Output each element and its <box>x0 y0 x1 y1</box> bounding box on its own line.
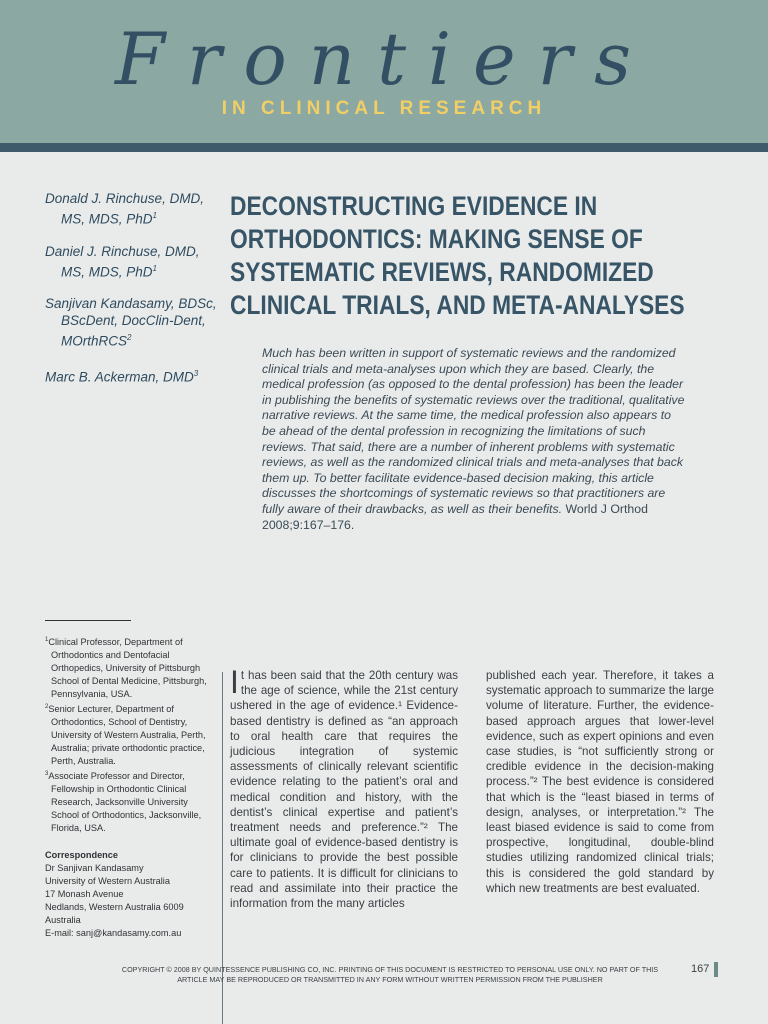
affiliation: $^2$Senior Lecturer, Department of Orthodontics, School of Dentistry, University of Western Australia, Perth, Australia; private orthodontic practice, Perth, Australia. <box>45 704 206 767</box>
page-number: 167 <box>691 963 710 975</box>
author: Donald J. Rinchuse, DMD, MS, MDS, PhD$^1$ <box>45 191 205 227</box>
copyright-notice: COPYRIGHT © 2008 BY QUINTESSENCE PUBLISHING CO, INC. PRINTING OF THIS DOCUMENT IS RESTRICTED TO PERSONAL USE ONLY. NO PART OF THIS ARTICLE MAY BE REPRODUCED OR TRANSMITTED IN ANY FORM WITHOUT WRITTEN PERMISSION FROM THE PUBLISHER <box>121 965 659 984</box>
body-text: published each year. Therefore, it takes a systematic approach to summarize the large volume of literature. Further, the evidence-based approach argues that lower-level evidence, such as expert opinions and even case studies, is “not sufficiently strong or credible evidence in the decision-making process.”² The best evidence is considered that which is the “least biased in terms of design, analyses, or interpretation.”² The least biased evidence is said to come from prospective, longitudinal, double-blind studies utilizing randomized clinical trials; this is considered the gold standard by which new treatments are best evaluated. <box>486 669 714 895</box>
correspondence-line: Dr Sanjivan Kandasamy <box>45 863 144 874</box>
footnote-rule <box>45 620 131 621</box>
abstract-citation: World J Orthod 2008;9:167–176. <box>262 501 648 532</box>
body-text: t has been said that the 20th century was the age of science, while the 21st century ushered in the age of evidence.¹ Evidence-based dentistry is defined as “an approach to oral health care that requires the judicious integration of systemic assessments of clinically relevant scientific evidence relating to the patient’s oral and medical condition and history, with the dentist’s clinical expertise and patient’s treatment needs and preference.”² The ultimate goal of evidence-based dentistry is for clinicians to provide the best possible care to patients. It is difficult for clinicians to read and assimilate into their practice the information from the many articles <box>230 669 458 911</box>
abstract-body: Much has been written in support of systematic reviews and the randomized clinical trials and meta-analyses upon which they are based. Clearly, the medical profession (as opposed to the dental profession) has been the leader in publishing the benefits of systematic reviews over the traditional, qualitative narrative reviews. At the same time, the medical profession also appears to be ahead of the dental profession in recognizing the limitations of such reviews. That said, there are a number of inherent problems with systematic reviews, as well as the randomized clinical trials and meta-analyses that back them up. To better facilitate evidence-based decision making, this article discusses the shortcomings of systematic reviews so that practitioners are fully aware of their drawbacks, as well as their benefits. <box>262 346 685 516</box>
drop-cap: I <box>230 664 239 700</box>
correspondence-line: 17 Monash Avenue <box>45 889 124 900</box>
author: Marc B. Ackerman, DMD$^3$ <box>45 368 199 384</box>
journal-title: Frontiers <box>114 17 654 101</box>
masthead-divider <box>0 143 768 152</box>
body-column-2 <box>486 668 714 896</box>
affiliation: $^1$Clinical Professor, Department of Orthodontics and Dentofacial Orthopedics, University of Pittsburgh School of Dental Medicine, Pittsburgh, Pennsylvania, USA. <box>45 637 207 700</box>
journal-subtitle: IN CLINICAL RESEARCH <box>221 98 547 119</box>
author: Sanjivan Kandasamy, BDSc, BScDent, DocClin-Dent, MOrthRCS$^2$ <box>45 296 217 349</box>
page-marker <box>714 962 718 977</box>
correspondence-line: University of Western Australia <box>45 876 170 887</box>
affiliations <box>45 634 215 940</box>
correspondence-line: Australia <box>45 915 81 926</box>
correspondence-line: Nedlands, Western Australia 6009 <box>45 902 184 913</box>
author: Daniel J. Rinchuse, DMD, MS, MDS, PhD$^1$ <box>45 243 200 279</box>
author-list <box>45 190 225 400</box>
body-column-1 <box>230 664 458 911</box>
article-title: DECONSTRUCTING EVIDENCE IN ORTHODONTICS: MAKING SENSE OF SYSTEMATIC REVIEWS, RANDOMIZED CLINICAL TRIALS, AND META-ANALYSES <box>230 191 685 320</box>
correspondence-heading: Correspondence <box>45 850 119 861</box>
correspondence-email[interactable]: E-mail: sanj@kandasamy.com.au <box>45 928 182 939</box>
abstract <box>262 346 686 533</box>
affiliation: $^3$Associate Professor and Director, Fellowship in Orthodontic Clinical Research, Jacksonville University School of Orthodontics, Jacksonville, Florida, USA. <box>45 771 202 834</box>
